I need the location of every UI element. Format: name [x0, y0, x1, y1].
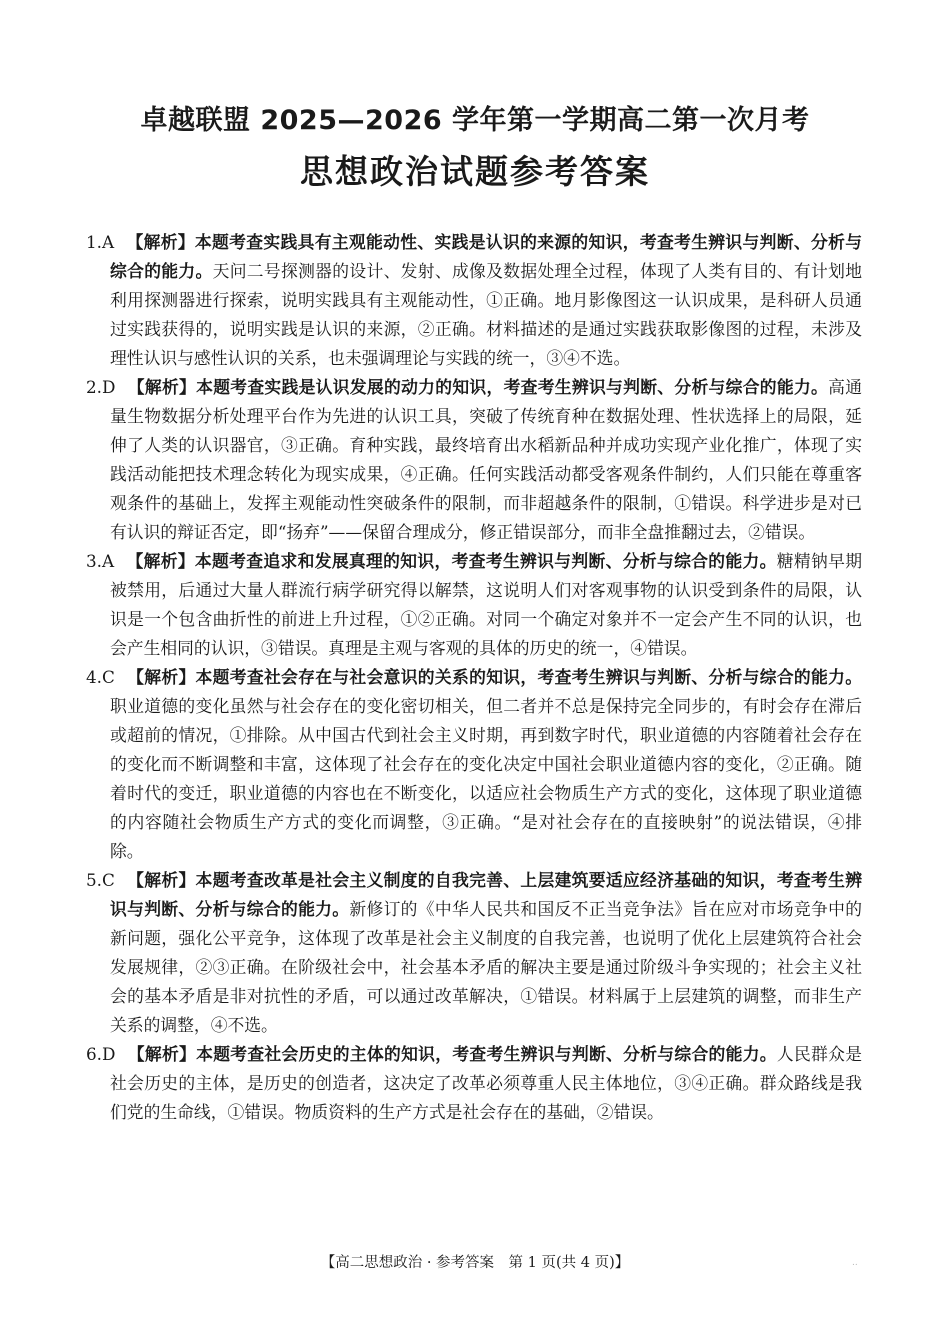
item-answer: C [102, 870, 115, 890]
answer-item-2 [86, 373, 862, 547]
item-answer: A [102, 551, 115, 571]
item-number: 4. [86, 667, 103, 687]
item-analysis-lead: 【解析】本题考查改革是社会主义制度的自我完善、上层建筑要适应经济基础的知识，考查考生辨识与判断、分析与综合的能力。 [110, 870, 862, 919]
item-number: 3. [86, 551, 103, 571]
item-analysis-body: 高通量生物数据分析处理平台作为先进的认识工具，突破了传统育种在数据处理、性状选择上的局限，延伸了人类的认识器官，③正确。育种实践，最终培育出水稻新品种并成功实现产业化推广，体现了实践活动能把技术理念转化为现实成果，④正确。任何实践活动都受客观条件制约，人们只能在尊重客观条件的基础上，发挥主观能动性突破条件的限制，而非超越条件的限制，①错误。科学进步是对已有认识的辩证否定，即“扬弃”——保留合理成分，修正错误部分，而非全盘推翻过去，②错误。 [110, 377, 862, 542]
item-analysis-body: 新修订的《中华人民共和国反不正当竞争法》旨在应对市场竞争中的新问题，强化公平竞争，这体现了改革是社会主义制度的自我完善，也说明了优化上层建筑符合社会发展规律，②③正确。在阶级社会中，社会基本矛盾的解决主要是通过阶级斗争实现的；社会主义社会的基本矛盾是非对抗性的矛盾，可以通过改革解决，①错误。材料属于上层建筑的调整，而非生产关系的调整，④不选。 [110, 899, 862, 1035]
page-footer: 【高二思想政治 · 参考答案 第 1 页(共 4 页)】 [320, 1255, 630, 1271]
corner-dots-decoration: .. [852, 1258, 858, 1268]
item-analysis-lead: 【解析】本题考查实践具有主观能动性、实践是认识的来源的知识，考查考生辨识与判断、分析与综合的能力。 [110, 232, 862, 281]
item-analysis-lead: 【解析】本题考查追求和发展真理的知识，考查考生辨识与判断、分析与综合的能力。 [126, 551, 777, 571]
item-analysis-lead: 【解析】本题考查社会存在与社会意识的关系的知识，考查考生辨识与判断、分析与综合的能力。 [126, 667, 862, 687]
item-answer: A [102, 232, 115, 252]
item-answer: C [102, 667, 115, 687]
item-analysis-body: 糖精钠早期被禁用，后通过大量人群流行病学研究得以解禁，这说明人们对客观事物的认识受到条件的局限，认识是一个包含曲折性的前进上升过程，①②正确。对同一个确定对象并不一定会产生不同的认识，也会产生相同的认识，③错误。真理是主观与客观的具体的历史的统一，④错误。 [110, 551, 862, 658]
answer-item-4 [86, 663, 862, 866]
item-number: 1. [86, 232, 103, 252]
item-analysis-lead: 【解析】本题考查社会历史的主体的知识，考查考生辨识与判断、分析与综合的能力。 [127, 1044, 777, 1064]
answer-item-5 [86, 866, 862, 1040]
answer-item-3 [86, 547, 862, 663]
item-number: 5. [86, 870, 103, 890]
exam-title: 卓越联盟 2025—2026 学年第一学期高二第一次月考 [140, 105, 810, 136]
item-number: 2. [86, 377, 103, 397]
item-number: 6. [86, 1044, 103, 1064]
answer-item-1 [86, 228, 862, 373]
item-analysis-body: 职业道德的变化虽然与社会存在的变化密切相关，但二者并不总是保持完全同步的，有时会存在滞后或超前的情况，①排除。从中国古代到社会主义时期，再到数字时代，职业道德的内容随着社会存在的变化而不断调整和丰富，这体现了社会存在的变化决定中国社会职业道德内容的变化，②正确。随着时代的变迁，职业道德的内容也在不断变化，以适应社会物质生产方式的变化，这体现了职业道德的内容随社会物质生产方式的变化而调整，③正确。“是对社会存在的直接映射”的说法错误，④排除。 [110, 696, 862, 861]
item-answer: D [102, 1044, 116, 1064]
answer-list [86, 228, 862, 1127]
answer-item-6 [86, 1040, 862, 1127]
item-analysis-body: 天问二号探测器的设计、发射、成像及数据处理全过程，体现了人类有目的、有计划地利用探测器进行探索，说明实践具有主观能动性，①正确。地月影像图这一认识成果，是科研人员通过实践获得的，说明实践是认识的来源，②正确。材料描述的是通过实践获取影像图的过程，未涉及理性认识与感性认识的关系，也未强调理论与实践的统一，③④不选。 [110, 261, 862, 368]
document-subtitle: 思想政治试题参考答案 [300, 152, 650, 191]
item-analysis-body: 人民群众是社会历史的主体，是历史的创造者，这决定了改革必须尊重人民主体地位，③④正确。群众路线是我们党的生命线，①错误。物质资料的生产方式是社会存在的基础，②错误。 [110, 1044, 862, 1122]
item-answer: D [102, 377, 116, 397]
item-analysis-lead: 【解析】本题考查实践是认识发展的动力的知识，考查考生辨识与判断、分析与综合的能力。 [127, 377, 829, 397]
